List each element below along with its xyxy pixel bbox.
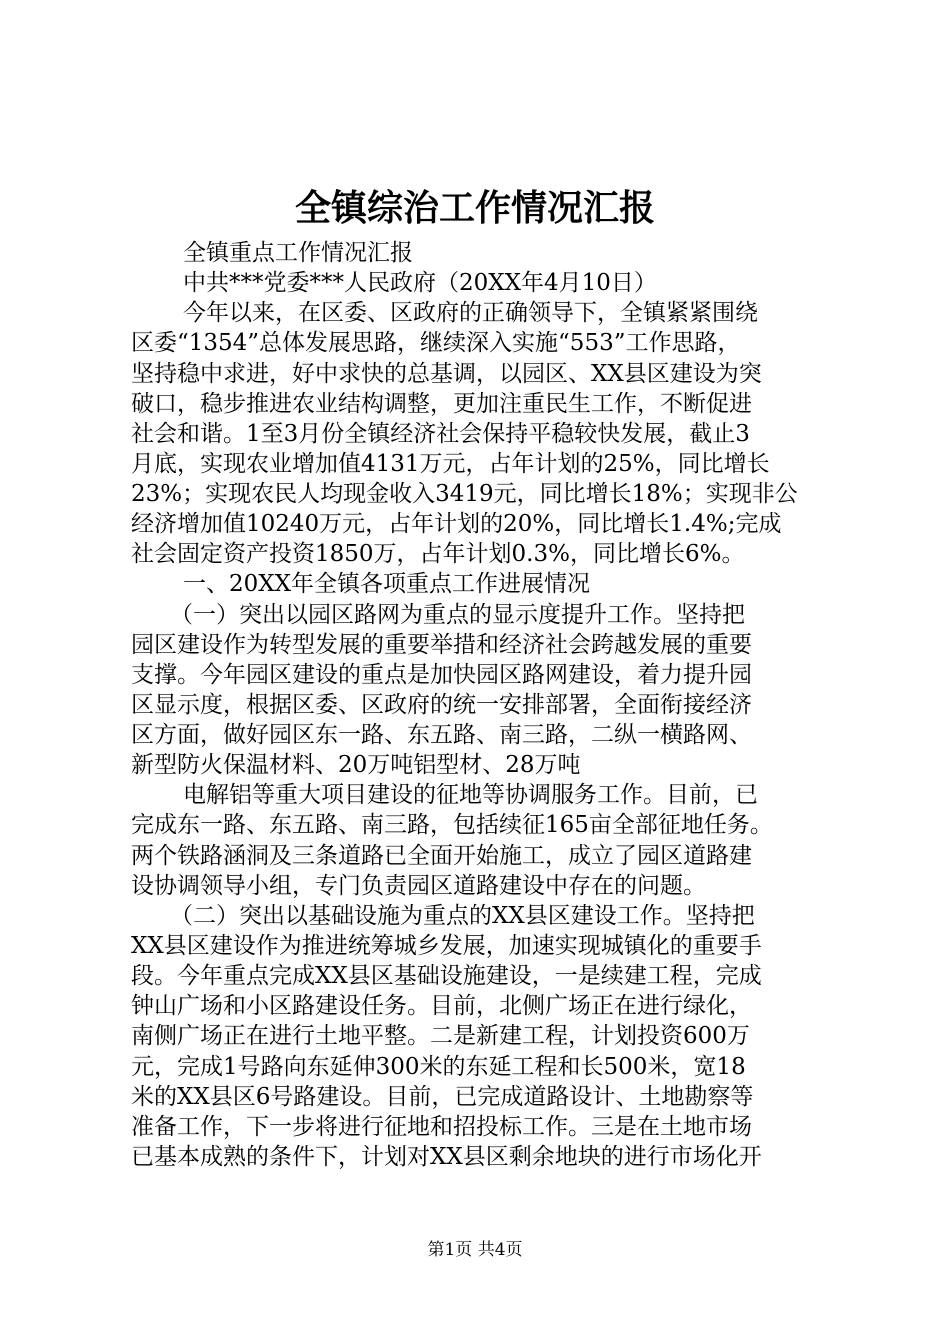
text-line: 坚持稳中求进，好中求快的总基调，以园区、XX县区建设为突 <box>131 361 762 387</box>
text-line: XX县区建设作为推进统筹城乡发展，加速实现城镇化的重要手 <box>131 933 762 959</box>
text-line: 社会和谐。1至3月份全镇经济社会保持平稳较快发展，截止3 <box>131 421 750 447</box>
text-line: 区委“1354”总体发展思路，继续深入实施“553”工作思路， <box>131 330 741 356</box>
text-line: （二）突出以基础设施为重点的XX县区建设工作。坚持把 <box>170 903 755 929</box>
text-line: （一）突出以园区路网为重点的显示度提升工作。坚持把 <box>170 602 745 628</box>
text-line: 月底，实现农业增加值4131万元，占年计划的25%，同比增长 <box>131 451 770 477</box>
text-line: 设协调领导小组，专门负责园区道路建设中存在的问题。 <box>131 873 706 899</box>
text-line: 南侧广场正在进行土地平整。二是新建工程，计划投资600万 <box>131 1023 750 1049</box>
page-footer: 第1页 共4页 <box>427 1240 523 1260</box>
text-line: 破口，稳步推进农业结构调整，更加注重民生工作，不断促进 <box>131 391 752 417</box>
text-line: 已基本成熟的条件下，计划对XX县区剩余地块的进行市场化开 <box>131 1144 762 1170</box>
text-line: 完成东一路、东五路、南三路，包括续征165亩全部征地任务。 <box>131 812 773 838</box>
text-line: 今年以来，在区委、区政府的正确领导下，全镇紧紧围绕 <box>183 300 758 326</box>
document-title: 全镇综治工作情况汇报 <box>294 187 655 229</box>
text-line: 新型防火保温材料、20万吨铝型材、28万吨 <box>131 752 581 778</box>
text-line: 支撑。今年园区建设的重点是加快园区路网建设，着力提升园 <box>131 662 752 688</box>
text-line: 米的XX县区6号路建设。目前，已完成道路设计、土地勘察等 <box>131 1084 754 1110</box>
text-line: 区方面，做好园区东一路、东五路、南三路，二纵一横路网、 <box>131 722 752 748</box>
text-line: 全镇重点工作情况汇报 <box>183 240 413 266</box>
text-line: 准备工作，下一步将进行征地和招投标工作。三是在土地市场 <box>131 1114 752 1140</box>
text-line: 区显示度，根据区委、区政府的统一安排部署，全面衔接经济 <box>131 692 752 718</box>
text-line: 社会固定资产投资1850万，占年计划0.3%，同比增长6%。 <box>131 541 745 567</box>
text-line: 钟山广场和小区路建设任务。目前，北侧广场正在进行绿化， <box>131 993 752 1019</box>
text-line: 段。今年重点完成XX县区基础设施建设，一是续建工程，完成 <box>131 963 762 989</box>
text-line: 经济增加值10240万元，占年计划的20%，同比增长1.4%;完成 <box>131 511 782 537</box>
text-line: 园区建设作为转型发展的重要举措和经济社会跨越发展的重要 <box>131 632 752 658</box>
text-line: 23%；实现农民人均现金收入3419元，同比增长18%；实现非公 <box>131 481 798 507</box>
text-line: 中共***党委***人民政府（20XX年4月10日） <box>183 270 657 296</box>
text-line: 元，完成1号路向东延伸300米的东延工程和长500米，宽18 <box>131 1054 746 1080</box>
text-line: 一、20XX年全镇各项重点工作进展情况 <box>183 571 591 597</box>
text-line: 电解铝等重大项目建设的征地等协调服务工作。目前，已 <box>183 782 758 808</box>
text-line: 两个铁路涵洞及三条道路已全面开始施工，成立了园区道路建 <box>131 843 752 869</box>
